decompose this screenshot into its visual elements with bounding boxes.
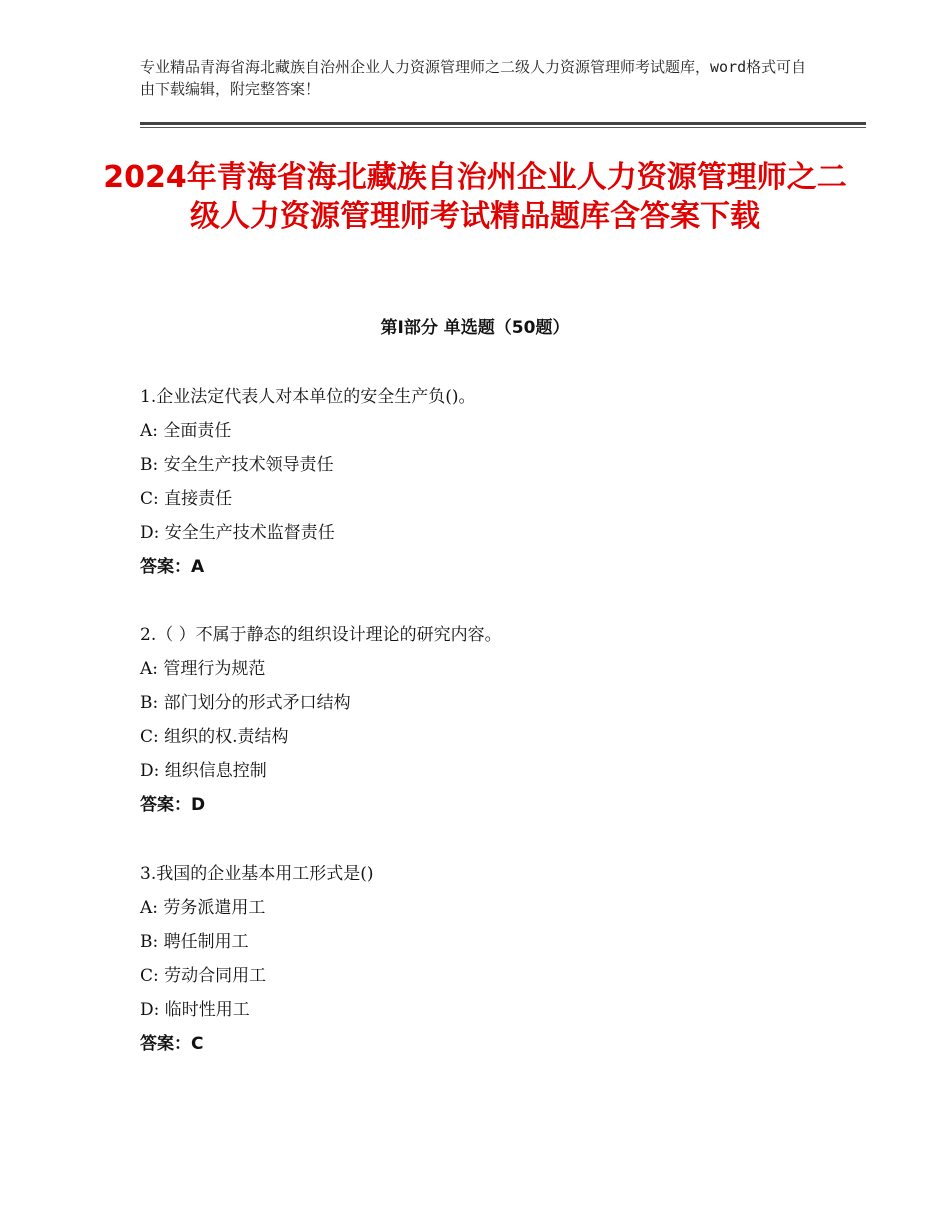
question-stem: 1.企业法定代表人对本单位的安全生产负()。 <box>140 387 476 407</box>
option-a: A: 劳务派遣用工 <box>140 898 266 918</box>
answer-line: 答案：D <box>140 795 206 815</box>
option-c: C: 组织的权.责结构 <box>140 727 289 747</box>
option-d: D: 组织信息控制 <box>140 761 267 781</box>
option-b: B: 安全生产技术领导责任 <box>140 455 334 475</box>
option-b: B: 聘任制用工 <box>140 932 249 952</box>
answer-line: 答案：C <box>140 1034 204 1054</box>
option-b: B: 部门划分的形式矛口结构 <box>140 693 351 713</box>
question-stem: 3.我国的企业基本用工形式是() <box>140 864 374 884</box>
document-title: 2024年青海省海北藏族自治州企业人力资源管理师之二级人力资源管理师考试精品题库含答案下载 <box>103 160 847 234</box>
question-stem: 2.（ ）不属于静态的组织设计理论的研究内容。 <box>140 625 502 645</box>
header-rule-thin <box>140 127 866 128</box>
option-d: D: 临时性用工 <box>140 1000 250 1020</box>
question-3 <box>140 857 840 1061</box>
option-a: A: 全面责任 <box>140 421 232 441</box>
option-c: C: 直接责任 <box>140 489 233 509</box>
header-rule-thick <box>140 122 866 125</box>
option-c: C: 劳动合同用工 <box>140 966 267 986</box>
option-a: A: 管理行为规范 <box>140 659 266 679</box>
answer-line: 答案：A <box>140 557 205 577</box>
option-d: D: 安全生产技术监督责任 <box>140 523 335 543</box>
section-heading: 第Ⅰ部分 单选题（50题） <box>380 318 570 338</box>
question-1 <box>140 380 840 584</box>
question-2 <box>140 618 840 822</box>
header-note: 专业精品青海省海北藏族自治州企业人力资源管理师之二级人力资源管理师考试题库，word格式可自由下载编辑，附完整答案！ <box>140 58 807 98</box>
